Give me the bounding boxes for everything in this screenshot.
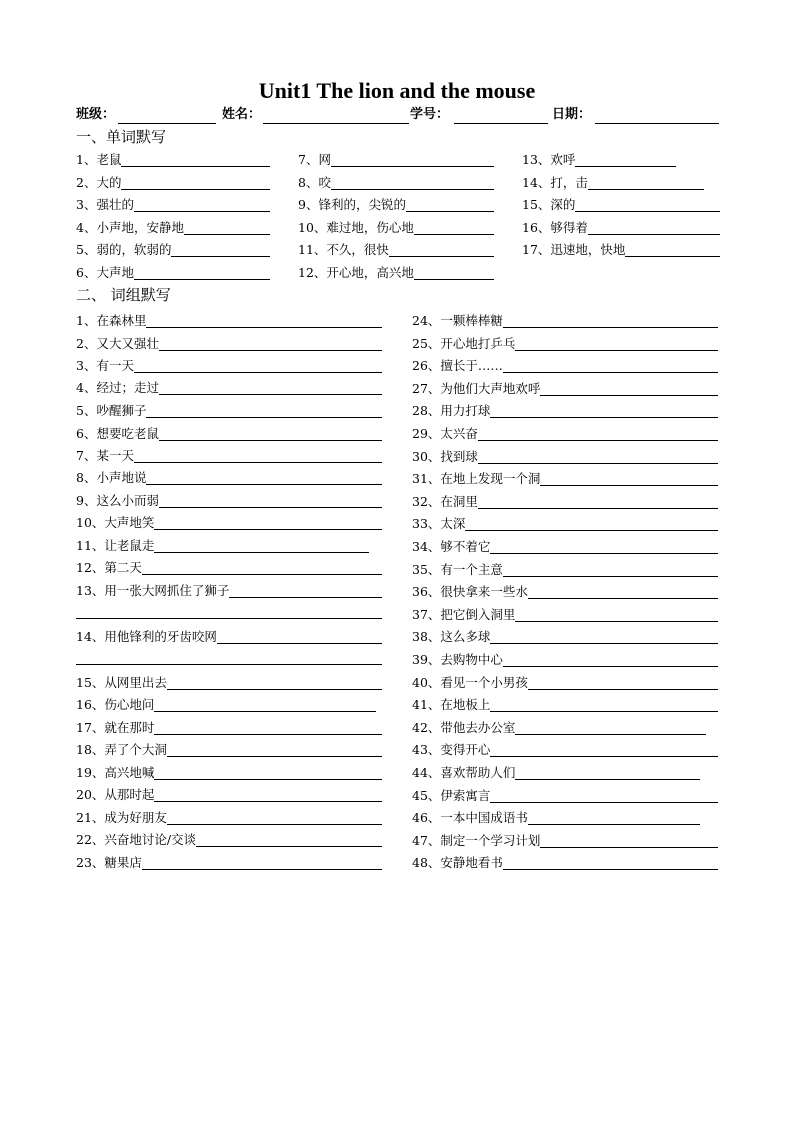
phrase-item-24 xyxy=(412,311,718,329)
phrase-prompt: 18、弄了个大洞 xyxy=(76,742,167,757)
worksheet-title: Unit1 The lion and the mouse xyxy=(258,78,536,103)
word-answer-line[interactable] xyxy=(588,189,704,190)
phrase-answer-line[interactable] xyxy=(503,666,718,667)
word-item-11 xyxy=(298,240,494,258)
phrase-prompt: 29、太兴奋 xyxy=(412,426,478,441)
phrase-prompt: 34、够不着它 xyxy=(412,539,491,554)
phrase-item-13 xyxy=(76,581,382,599)
phrase-item-8 xyxy=(76,468,382,486)
word-prompt: 5、弱的，软弱的 xyxy=(76,242,172,258)
word-prompt: 16、够得着 xyxy=(522,219,588,235)
name-label: 姓名： xyxy=(222,107,262,122)
phrase-prompt: 36、很快拿来一些水 xyxy=(412,584,528,600)
phrase-answer-line[interactable] xyxy=(154,779,382,780)
phrase-prompt: 40、看见一个小男孩 xyxy=(412,674,528,690)
phrase-item-20 xyxy=(76,785,382,803)
phrase-prompt: 1、在森林里 xyxy=(76,313,147,328)
phrase-prompt: 14、用他锋利的牙齿咬网 xyxy=(76,629,217,644)
phrase-item-9 xyxy=(76,491,382,509)
word-answer-line[interactable] xyxy=(414,279,494,280)
word-prompt: 2、大的 xyxy=(76,174,122,190)
date-label: 日期： xyxy=(552,107,592,122)
word-item-10 xyxy=(298,218,494,236)
phrase-answer-line[interactable] xyxy=(528,689,718,690)
phrase-item-3 xyxy=(76,356,382,374)
phrase-item-44 xyxy=(412,763,700,781)
word-prompt: 8、咬 xyxy=(298,174,331,190)
phrase-item-14 xyxy=(76,627,382,645)
phrase-answer-line[interactable] xyxy=(515,350,718,351)
section-phrases-heading: 二、 词组默写 xyxy=(76,286,171,304)
phrase-item-28 xyxy=(412,401,718,419)
phrase-prompt: 21、成为好朋友 xyxy=(76,810,167,825)
phrase-prompt: 11、让老鼠走 xyxy=(76,538,155,553)
phrase-prompt: 23、糖果店 xyxy=(76,855,142,870)
word-item-17 xyxy=(522,240,720,258)
phrase-prompt: 24、一颗棒棒糖 xyxy=(412,313,503,328)
phrase-item-12 xyxy=(76,558,382,576)
phrase-answer-line[interactable] xyxy=(146,484,382,485)
word-answer-line[interactable] xyxy=(171,256,270,257)
phrase-answer-line[interactable] xyxy=(515,734,706,735)
phrase-item-27 xyxy=(412,379,718,397)
phrase-13-continuation-line[interactable] xyxy=(76,618,382,619)
word-prompt: 13、欢呼 xyxy=(522,152,576,167)
phrase-item-22 xyxy=(76,830,382,848)
word-answer-line[interactable] xyxy=(331,166,494,167)
phrase-prompt: 27、为他们大声地欢呼 xyxy=(412,380,541,396)
word-prompt: 11、不久，很快 xyxy=(298,242,389,258)
word-item-8 xyxy=(298,173,494,191)
phrase-prompt: 31、在地上发现一个洞 xyxy=(412,471,541,487)
word-prompt: 3、强壮的 xyxy=(76,197,134,213)
word-answer-line[interactable] xyxy=(121,189,270,190)
phrase-item-32 xyxy=(412,492,718,510)
phrase-answer-line[interactable] xyxy=(503,576,718,577)
word-prompt: 15、深的 xyxy=(522,197,576,213)
phrase-item-25 xyxy=(412,334,718,352)
phrase-item-23 xyxy=(76,853,382,871)
phrase-item-5 xyxy=(76,401,382,419)
phrase-answer-line[interactable] xyxy=(540,847,718,848)
phrase-item-46 xyxy=(412,808,700,826)
phrase-item-42 xyxy=(412,718,706,736)
phrase-answer-line[interactable] xyxy=(229,597,382,598)
phrase-prompt: 44、喜欢帮助人们 xyxy=(412,765,516,780)
phrase-answer-line[interactable] xyxy=(478,440,718,441)
phrase-prompt: 8、小声地说 xyxy=(76,470,147,485)
phrase-prompt: 2、又大又强壮 xyxy=(76,336,159,351)
word-item-14 xyxy=(522,173,704,191)
phrase-item-15 xyxy=(76,673,382,691)
date-field[interactable] xyxy=(595,110,719,124)
phrase-item-11 xyxy=(76,536,369,554)
word-answer-line[interactable] xyxy=(406,211,494,212)
phrase-answer-line[interactable] xyxy=(142,574,382,575)
phrase-answer-line[interactable] xyxy=(146,417,382,418)
phrase-answer-line[interactable] xyxy=(134,462,382,463)
phrase-answer-line[interactable] xyxy=(159,350,382,351)
word-answer-line[interactable] xyxy=(184,234,270,235)
phrase-answer-line[interactable] xyxy=(167,756,382,757)
phrase-prompt: 32、在洞里 xyxy=(412,493,478,509)
phrase-item-26 xyxy=(412,356,718,374)
word-item-16 xyxy=(522,218,720,236)
phrase-prompt: 41、在地板上 xyxy=(412,697,491,713)
phrase-prompt: 9、这么小而弱 xyxy=(76,493,159,508)
section-words-heading: 一、单词默写 xyxy=(76,128,167,146)
phrase-item-30 xyxy=(412,447,718,465)
phrase-prompt: 25、开心地打乒乓 xyxy=(412,335,516,351)
student-info-row xyxy=(76,106,719,124)
phrase-item-36 xyxy=(412,582,718,600)
word-prompt: 10、难过地，伤心地 xyxy=(298,219,414,235)
phrase-answer-line[interactable] xyxy=(217,643,382,644)
word-item-7 xyxy=(298,150,494,168)
phrase-prompt: 19、高兴地喊 xyxy=(76,765,155,780)
phrase-answer-line[interactable] xyxy=(159,440,382,441)
word-answer-line[interactable] xyxy=(588,234,720,235)
phrase-item-16 xyxy=(76,695,376,713)
phrase-item-29 xyxy=(412,424,718,442)
phrase-prompt: 26、擅长于…… xyxy=(412,358,503,374)
word-prompt: 1、老鼠 xyxy=(76,152,122,167)
phrase-answer-line[interactable] xyxy=(478,463,718,464)
phrase-item-4 xyxy=(76,378,382,396)
phrase-answer-line[interactable] xyxy=(154,801,382,802)
phrase-answer-line[interactable] xyxy=(503,869,718,870)
word-answer-line[interactable] xyxy=(414,234,494,235)
phrase-answer-line[interactable] xyxy=(465,530,718,531)
phrase-answer-line[interactable] xyxy=(146,327,382,328)
phrase-prompt: 37、把它倒入洞里 xyxy=(412,606,516,622)
phrase-answer-line[interactable] xyxy=(540,485,718,486)
phrase-prompt: 48、安静地看书 xyxy=(412,855,503,871)
word-answer-line[interactable] xyxy=(121,166,270,167)
class-field[interactable] xyxy=(118,110,216,124)
phrase-item-7 xyxy=(76,446,382,464)
phrase-prompt: 20、从那时起 xyxy=(76,787,155,802)
word-prompt: 14、打，击 xyxy=(522,174,588,190)
phrase-answer-line[interactable] xyxy=(540,395,718,396)
phrase-answer-line[interactable] xyxy=(154,711,376,712)
phrase-prompt: 15、从网里出去 xyxy=(76,675,167,690)
word-prompt: 9、锋利的，尖锐的 xyxy=(298,197,406,213)
phrase-answer-line[interactable] xyxy=(490,711,718,712)
phrase-item-43 xyxy=(412,740,718,758)
phrase-prompt: 42、带他去办公室 xyxy=(412,719,516,735)
phrase-prompt: 12、第二天 xyxy=(76,560,142,575)
word-item-3 xyxy=(76,195,270,213)
phrase-answer-line[interactable] xyxy=(159,394,382,395)
phrase-answer-line[interactable] xyxy=(490,643,718,644)
phrase-item-38 xyxy=(412,627,718,645)
phrase-item-2 xyxy=(76,334,382,352)
word-answer-line[interactable] xyxy=(331,189,494,190)
phrase-prompt: 28、用力打球 xyxy=(412,403,491,419)
phrase-answer-line[interactable] xyxy=(154,734,382,735)
word-item-12 xyxy=(298,263,494,281)
word-answer-line[interactable] xyxy=(134,279,270,280)
phrase-item-17 xyxy=(76,718,382,736)
phrase-prompt: 7、某一天 xyxy=(76,448,134,463)
phrase-prompt: 16、伤心地问 xyxy=(76,697,155,712)
phrase-item-34 xyxy=(412,537,718,555)
class-label: 班级： xyxy=(76,107,116,122)
phrase-answer-line[interactable] xyxy=(490,553,718,554)
phrase-answer-line[interactable] xyxy=(490,417,718,418)
word-prompt: 17、迅速地，快地 xyxy=(522,242,626,258)
number-label: 学号： xyxy=(410,107,450,122)
phrase-answer-line[interactable] xyxy=(154,529,382,530)
phrase-item-39 xyxy=(412,650,718,668)
phrase-item-47 xyxy=(412,831,718,849)
word-item-15 xyxy=(522,195,720,213)
phrase-prompt: 22、兴奋地讨论/交谈 xyxy=(76,832,197,847)
phrase-prompt: 17、就在那时 xyxy=(76,720,155,735)
word-item-2 xyxy=(76,173,270,191)
phrase-answer-line[interactable] xyxy=(142,869,382,870)
phrase-item-31 xyxy=(412,469,718,487)
phrase-prompt: 4、经过；走过 xyxy=(76,380,159,395)
phrase-prompt: 6、想要吃老鼠 xyxy=(76,426,159,441)
phrase-prompt: 46、一本中国成语书 xyxy=(412,810,528,826)
phrase-prompt: 30、找到球 xyxy=(412,448,478,464)
word-item-6 xyxy=(76,263,270,281)
phrase-item-41 xyxy=(412,695,718,713)
word-prompt: 6、大声地 xyxy=(76,265,134,280)
phrase-item-10 xyxy=(76,513,382,531)
phrase-item-19 xyxy=(76,763,382,781)
phrase-prompt: 5、吵醒狮子 xyxy=(76,403,147,418)
phrase-prompt: 38、这么多球 xyxy=(412,629,491,645)
phrase-answer-line[interactable] xyxy=(490,756,718,757)
phrase-prompt: 35、有一个主意 xyxy=(412,561,503,577)
word-item-4 xyxy=(76,218,270,236)
phrase-prompt: 47、制定一个学习计划 xyxy=(412,832,541,848)
phrase-answer-line[interactable] xyxy=(490,802,718,803)
word-item-1 xyxy=(76,150,270,168)
word-answer-line[interactable] xyxy=(389,256,494,257)
word-item-9 xyxy=(298,195,494,213)
phrase-item-45 xyxy=(412,786,718,804)
phrase-answer-line[interactable] xyxy=(528,598,718,599)
word-item-5 xyxy=(76,240,270,258)
word-item-13 xyxy=(522,150,676,168)
phrase-item-33 xyxy=(412,514,718,532)
phrase-answer-line[interactable] xyxy=(503,327,718,328)
phrase-item-21 xyxy=(76,808,382,826)
word-answer-line[interactable] xyxy=(134,211,270,212)
word-answer-line[interactable] xyxy=(625,256,720,257)
word-prompt: 12、开心地，高兴地 xyxy=(298,265,414,280)
phrase-item-35 xyxy=(412,560,718,578)
phrase-answer-line[interactable] xyxy=(134,372,382,373)
phrase-answer-line[interactable] xyxy=(503,372,718,373)
phrase-14-continuation-line[interactable] xyxy=(76,664,382,665)
phrase-prompt: 33、太深 xyxy=(412,516,466,532)
word-prompt: 7、网 xyxy=(298,152,331,167)
phrase-prompt: 43、变得开心 xyxy=(412,742,491,758)
word-answer-line[interactable] xyxy=(575,166,676,167)
word-prompt: 4、小声地，安静地 xyxy=(76,219,184,235)
word-answer-line[interactable] xyxy=(575,211,720,212)
phrase-answer-line[interactable] xyxy=(154,552,369,553)
phrase-prompt: 3、有一天 xyxy=(76,358,134,373)
phrase-prompt: 39、去购物中心 xyxy=(412,652,503,667)
phrase-item-40 xyxy=(412,673,718,691)
phrase-answer-line[interactable] xyxy=(159,507,382,508)
phrase-answer-line[interactable] xyxy=(167,689,382,690)
phrase-item-1 xyxy=(76,311,382,329)
phrase-item-48 xyxy=(412,853,718,871)
phrase-prompt: 45、伊索寓言 xyxy=(412,787,491,803)
phrase-item-6 xyxy=(76,424,382,442)
phrase-answer-line[interactable] xyxy=(515,621,718,622)
phrase-answer-line[interactable] xyxy=(515,779,700,780)
phrase-item-18 xyxy=(76,740,382,758)
phrase-answer-line[interactable] xyxy=(528,824,700,825)
phrase-prompt: 13、用一张大网抓住了狮子 xyxy=(76,583,230,598)
phrase-prompt: 10、大声地笑 xyxy=(76,515,155,530)
phrase-answer-line[interactable] xyxy=(167,824,382,825)
phrase-answer-line[interactable] xyxy=(196,846,382,847)
phrase-answer-line[interactable] xyxy=(478,508,718,509)
phrase-item-37 xyxy=(412,605,718,623)
name-field[interactable] xyxy=(263,110,409,124)
number-field[interactable] xyxy=(454,110,548,124)
